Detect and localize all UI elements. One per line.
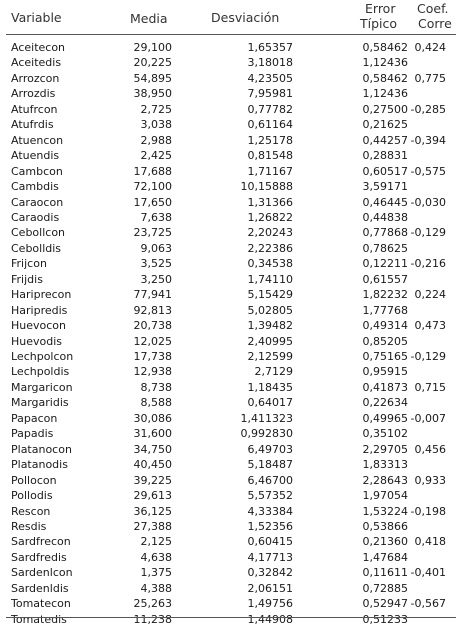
cell-desviacion: 1,49756 [247, 597, 293, 611]
cell-error-tipico: 0,49965 [362, 411, 408, 425]
table-row [0, 164, 459, 179]
cell-media: 3,250 [140, 272, 172, 286]
table-row [0, 364, 459, 379]
table-row [0, 334, 459, 349]
cell-coef-correlacion: 0,933 [414, 473, 446, 487]
cell-desviacion: 2,06151 [247, 581, 293, 595]
header-variable: Variable [11, 10, 62, 25]
cell-variable: Atufrdis [11, 118, 54, 132]
cell-desviacion: 6,49703 [247, 442, 293, 456]
table-row [0, 473, 459, 488]
cell-error-tipico: 1,12436 [362, 87, 408, 101]
cell-error-tipico: 0,46445 [362, 195, 408, 209]
cell-media: 77,941 [133, 288, 172, 302]
cell-variable: Sardenlcon [11, 566, 73, 580]
cell-media: 17,688 [133, 164, 172, 178]
cell-variable: Atuencon [11, 133, 64, 147]
cell-desviacion: 2,7129 [254, 365, 293, 379]
cell-coef-correlacion: -0,575 [410, 164, 446, 178]
cell-desviacion: 1,44908 [247, 612, 293, 626]
cell-media: 36,125 [133, 504, 172, 518]
table-row [0, 457, 459, 472]
cell-coef-correlacion: -0,007 [410, 411, 446, 425]
cell-desviacion: 1,74110 [247, 272, 293, 286]
cell-coef-correlacion: 0,715 [414, 380, 446, 394]
table-row [0, 55, 459, 70]
cell-media: 31,600 [133, 427, 172, 441]
table-row [0, 426, 459, 441]
header-error-line2: Típico [360, 16, 398, 31]
cell-variable: Sardenldis [11, 581, 69, 595]
cell-media: 4,388 [140, 581, 172, 595]
table-row [0, 179, 459, 194]
cell-media: 4,638 [140, 550, 172, 564]
cell-variable: Pollocon [11, 473, 57, 487]
cell-variable: Aceitedis [11, 56, 62, 70]
table-row [0, 117, 459, 132]
cell-error-tipico: 0,51233 [362, 612, 408, 626]
cell-error-tipico: 0,95915 [362, 365, 408, 379]
cell-desviacion: 2,40995 [247, 334, 293, 348]
cell-desviacion: 0,64017 [247, 396, 293, 410]
cell-coef-correlacion: -0,285 [410, 102, 446, 116]
cell-coef-correlacion: 0,775 [414, 71, 446, 85]
cell-variable: Atufrcon [11, 102, 58, 116]
cell-variable: Rescon [11, 504, 51, 518]
cell-error-tipico: 0,44838 [362, 210, 408, 224]
cell-error-tipico: 0,85205 [362, 334, 408, 348]
cell-error-tipico: 0,53866 [362, 519, 408, 533]
cell-error-tipico: 0,78625 [362, 241, 408, 255]
cell-desviacion: 1,26822 [247, 210, 293, 224]
cell-media: 1,375 [140, 566, 172, 580]
header-media: Media [130, 11, 168, 26]
table-row [0, 596, 459, 611]
cell-variable: Papacon [11, 411, 58, 425]
cell-desviacion: 4,17713 [247, 550, 293, 564]
table-row [0, 102, 459, 117]
cell-media: 54,895 [133, 71, 172, 85]
cell-desviacion: 2,22386 [247, 241, 293, 255]
table-row [0, 581, 459, 596]
cell-error-tipico: 1,97054 [362, 489, 408, 503]
cell-variable: Platanocon [11, 442, 72, 456]
cell-desviacion: 1,71167 [247, 164, 293, 178]
cell-coef-correlacion: -0,129 [410, 226, 446, 240]
cell-media: 12,025 [133, 334, 172, 348]
cell-error-tipico: 0,27500 [362, 102, 408, 116]
cell-desviacion: 4,33384 [247, 504, 293, 518]
cell-error-tipico: 0,28831 [362, 149, 408, 163]
cell-variable: Haripredis [11, 303, 68, 317]
cell-variable: Lechpoldis [11, 365, 70, 379]
cell-desviacion: 10,15888 [240, 180, 293, 194]
cell-variable: Cebolldis [11, 241, 62, 255]
cell-coef-correlacion: -0,394 [410, 133, 446, 147]
cell-error-tipico: 0,75165 [362, 350, 408, 363]
cell-variable: Huevocon [11, 319, 66, 333]
table-row [0, 272, 459, 287]
table-row [0, 612, 459, 627]
cell-desviacion: 0,81548 [247, 149, 293, 163]
cell-desviacion: 5,18487 [247, 458, 293, 472]
cell-variable: Tomatecon [11, 597, 71, 611]
cell-desviacion: 0,992830 [240, 427, 293, 441]
table-row [0, 519, 459, 534]
cell-error-tipico: 0,61557 [362, 272, 408, 286]
table-row [0, 442, 459, 457]
cell-media: 72,100 [133, 180, 172, 194]
cell-variable: Frijdis [11, 272, 43, 286]
cell-media: 17,738 [133, 350, 172, 363]
table-row [0, 303, 459, 318]
cell-coef-correlacion: -0,198 [410, 504, 446, 518]
cell-error-tipico: 0,12211 [362, 257, 408, 271]
cell-coef-correlacion: 0,456 [414, 442, 446, 456]
cell-error-tipico: 0,22634 [362, 396, 408, 410]
table-row [0, 241, 459, 256]
cell-desviacion: 0,77782 [247, 102, 293, 116]
table-row [0, 148, 459, 163]
cell-media: 8,738 [140, 380, 172, 394]
cell-variable: Margaricon [11, 380, 73, 394]
table-row [0, 395, 459, 410]
cell-coef-correlacion: -0,030 [410, 195, 446, 209]
cell-coef-correlacion: -0,567 [410, 597, 446, 611]
cell-variable: Caraodis [11, 210, 60, 224]
cell-media: 38,950 [133, 87, 172, 101]
cell-variable: Platanodis [11, 458, 68, 472]
cell-desviacion: 5,15429 [247, 288, 293, 302]
cell-error-tipico: 0,35102 [362, 427, 408, 441]
cell-media: 3,525 [140, 257, 172, 271]
cell-variable: Tomatedis [11, 612, 67, 626]
cell-desviacion: 5,02805 [247, 303, 293, 317]
table-row [0, 411, 459, 426]
cell-error-tipico: 1,83313 [362, 458, 408, 472]
cell-media: 2,425 [140, 149, 172, 163]
cell-error-tipico: 2,29705 [362, 442, 408, 456]
cell-desviacion: 0,34538 [247, 257, 293, 271]
cell-desviacion: 1,18435 [247, 380, 293, 394]
cell-error-tipico: 2,28643 [362, 473, 408, 487]
cell-error-tipico: 0,41873 [362, 380, 408, 394]
cell-error-tipico: 0,72885 [362, 581, 408, 595]
cell-media: 8,588 [140, 396, 172, 410]
table-row [0, 380, 459, 395]
cell-media: 2,988 [140, 133, 172, 147]
cell-media: 29,100 [133, 41, 172, 54]
cell-error-tipico: 1,77768 [362, 303, 408, 317]
cell-media: 92,813 [133, 303, 172, 317]
cell-desviacion: 0,60415 [247, 535, 293, 549]
cell-variable: Sardfredis [11, 550, 67, 564]
cell-desviacion: 4,23505 [247, 71, 293, 85]
cell-media: 20,738 [133, 319, 172, 333]
cell-media: 3,038 [140, 118, 172, 132]
header-coef-line2: Corre [418, 16, 452, 31]
cell-desviacion: 3,18018 [247, 56, 293, 70]
cell-error-tipico: 0,58462 [362, 41, 408, 54]
table-row [0, 86, 459, 101]
cell-variable: Arrozdis [11, 87, 56, 101]
cell-media: 7,638 [140, 210, 172, 224]
cell-media: 23,725 [133, 226, 172, 240]
cell-variable: Aceitecon [11, 41, 66, 54]
cell-error-tipico: 0,49314 [362, 319, 408, 333]
cell-desviacion: 6,46700 [247, 473, 293, 487]
cell-media: 2,725 [140, 102, 172, 116]
cell-media: 9,063 [140, 241, 172, 255]
cell-coef-correlacion: 0,473 [414, 319, 446, 333]
cell-error-tipico: 0,21625 [362, 118, 408, 132]
cell-variable: Frijcon [11, 257, 47, 271]
cell-error-tipico: 1,53224 [362, 504, 408, 518]
cell-variable: Lechpolcon [11, 350, 74, 363]
cell-error-tipico: 0,44257 [362, 133, 408, 147]
table-row [0, 488, 459, 503]
table-row [0, 550, 459, 565]
table-row [0, 71, 459, 86]
table-row [0, 225, 459, 240]
cell-desviacion: 7,95981 [247, 87, 293, 101]
cell-media: 39,225 [133, 473, 172, 487]
cell-media: 29,613 [133, 489, 172, 503]
cell-media: 2,125 [140, 535, 172, 549]
cell-error-tipico: 3,59171 [362, 180, 408, 194]
cell-error-tipico: 0,11611 [362, 566, 408, 580]
cell-error-tipico: 0,52947 [362, 597, 408, 611]
header-error-line1: Error [365, 1, 396, 16]
cell-desviacion: 1,39482 [247, 319, 293, 333]
cell-media: 34,750 [133, 442, 172, 456]
table-row [0, 133, 459, 148]
cell-variable: Margaridis [11, 396, 69, 410]
cell-variable: Sardfrecon [11, 535, 71, 549]
cell-error-tipico: 0,21360 [362, 535, 408, 549]
cell-media: 20,225 [133, 56, 172, 70]
cell-error-tipico: 1,82232 [362, 288, 408, 302]
cell-desviacion: 2,20243 [247, 226, 293, 240]
cell-coef-correlacion: -0,216 [410, 257, 446, 271]
cell-error-tipico: 1,47684 [362, 550, 408, 564]
cell-variable: Resdis [11, 519, 47, 533]
cell-variable: Cambdis [11, 180, 59, 194]
cell-variable: Cambcon [11, 164, 63, 178]
cell-media: 30,086 [133, 411, 172, 425]
cell-error-tipico: 0,60517 [362, 164, 408, 178]
cell-desviacion: 1,411323 [240, 411, 293, 425]
cell-media: 25,263 [133, 597, 172, 611]
cell-variable: Arrozcon [11, 71, 60, 85]
cell-coef-correlacion: 0,424 [414, 41, 446, 54]
cell-variable: Cebollcon [11, 226, 66, 240]
cell-desviacion: 1,52356 [247, 519, 293, 533]
cell-desviacion: 0,32842 [247, 566, 293, 580]
header-coef-line1: Coef. [417, 1, 449, 16]
bottom-rule [6, 617, 456, 618]
cell-coef-correlacion: -0,401 [410, 566, 446, 580]
table-row [0, 534, 459, 549]
cell-variable: Caraocon [11, 195, 64, 209]
cell-variable: Atuendis [11, 149, 60, 163]
cell-desviacion: 1,31366 [247, 195, 293, 209]
table-row [0, 210, 459, 225]
cell-media: 27,388 [133, 519, 172, 533]
cell-coef-correlacion: 0,224 [414, 288, 446, 302]
cell-desviacion: 5,57352 [247, 489, 293, 503]
cell-variable: Papadis [11, 427, 54, 441]
cell-error-tipico: 1,12436 [362, 56, 408, 70]
table-row [0, 287, 459, 302]
table-row [0, 565, 459, 580]
cell-desviacion: 0,61164 [247, 118, 293, 132]
table-row [0, 504, 459, 519]
header-desviacion: Desviación [211, 10, 280, 25]
header-rule [6, 34, 456, 35]
cell-error-tipico: 0,58462 [362, 71, 408, 85]
cell-error-tipico: 0,77868 [362, 226, 408, 240]
cell-variable: Huevodis [11, 334, 63, 348]
cell-desviacion: 2,12599 [247, 350, 293, 363]
cell-media: 17,650 [133, 195, 172, 209]
cell-desviacion: 1,65357 [247, 41, 293, 54]
cell-media: 12,938 [133, 365, 172, 379]
cell-variable: Hariprecon [11, 288, 72, 302]
cell-media: 11,238 [133, 612, 172, 626]
cell-variable: Pollodis [11, 489, 53, 503]
cell-desviacion: 1,25178 [247, 133, 293, 147]
table-row [0, 256, 459, 271]
table-row [0, 318, 459, 333]
cell-media: 40,450 [133, 458, 172, 472]
table-row [0, 195, 459, 210]
cell-coef-correlacion: -0,129 [410, 350, 446, 363]
table-row [0, 40, 459, 55]
cell-coef-correlacion: 0,418 [414, 535, 446, 549]
table-row [0, 349, 459, 364]
